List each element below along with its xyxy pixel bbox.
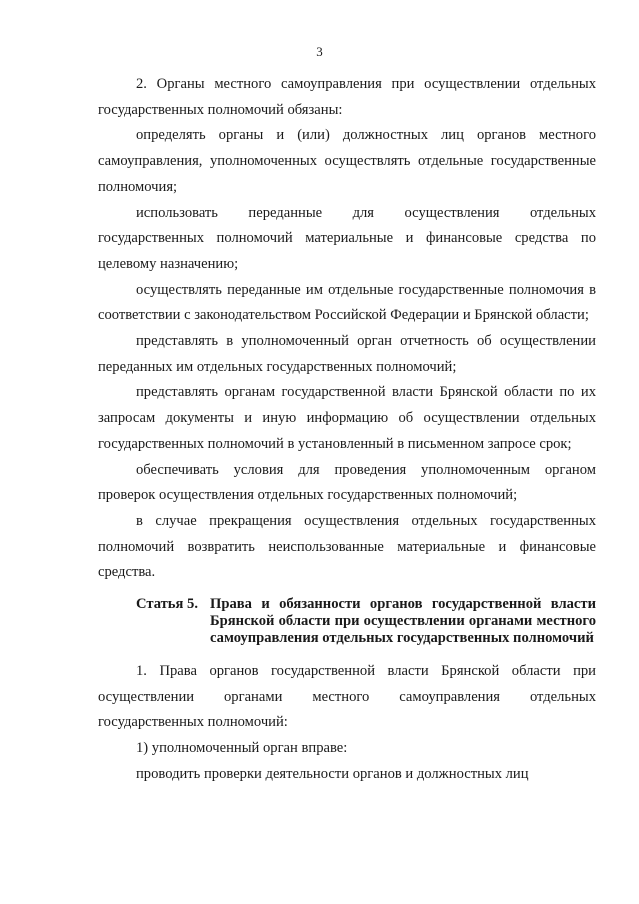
paragraph-rights-intro: 1. Права органов государственной власти Брянской области при осуществлении органами местного самоуправления отдельных государственных полномочий: xyxy=(98,663,596,731)
paragraph-obligation-exercise-powers: осуществлять переданные им отдельные государственные полномочия в соответствии с законодательством Российской Федерации и Брянской области; xyxy=(98,281,596,324)
paragraph-obligation-inspections: обеспечивать условия для проведения уполномоченным органом проверок осуществления отдельных государственных полномочий; xyxy=(98,461,596,504)
paragraph-obligations-intro: 2. Органы местного самоуправления при осуществлении отдельных государственных полномочий обязаны: xyxy=(98,76,596,118)
paragraph-obligation-report: представлять в уполномоченный орган отчетность об осуществлении переданных им отдельных государственных полномочий; xyxy=(98,333,596,375)
paragraph-obligation-return-funds: в случае прекращения осуществления отдельных государственных полномочий возвратить неиспользованные материальные и финансовые средства. xyxy=(98,512,596,581)
page-number: 3 xyxy=(316,44,323,59)
paragraph-obligation-provide-documents: представлять органам государственной власти Брянской области по их запросам документы и иную информацию об осуществлении отдельных государственных полномочий в установленный в письменном запросе срок; xyxy=(98,384,596,452)
paragraph-obligation-use-funds: использовать переданные для осуществления отдельных государственных полномочий материальные и финансовые средства по целевому назначению; xyxy=(98,204,596,272)
article-label: Статья 5. xyxy=(136,596,198,613)
article-heading xyxy=(98,596,596,647)
document-body xyxy=(98,72,596,788)
paragraph-conduct-inspections: проводить проверки деятельности органов и должностных лиц xyxy=(136,765,529,782)
paragraph-obligation-define-bodies: определять органы и (или) должностных лиц органов местного самоуправления, уполномоченных осуществлять отдельные государственные полномочия; xyxy=(98,127,596,195)
paragraph-authorized-body-rights: 1) уполномоченный орган вправе: xyxy=(136,740,348,757)
article-title: Права и обязанности органов государственной власти Брянской области при осуществлении органами местного самоуправления отдельных государственных полномочий xyxy=(210,596,596,647)
